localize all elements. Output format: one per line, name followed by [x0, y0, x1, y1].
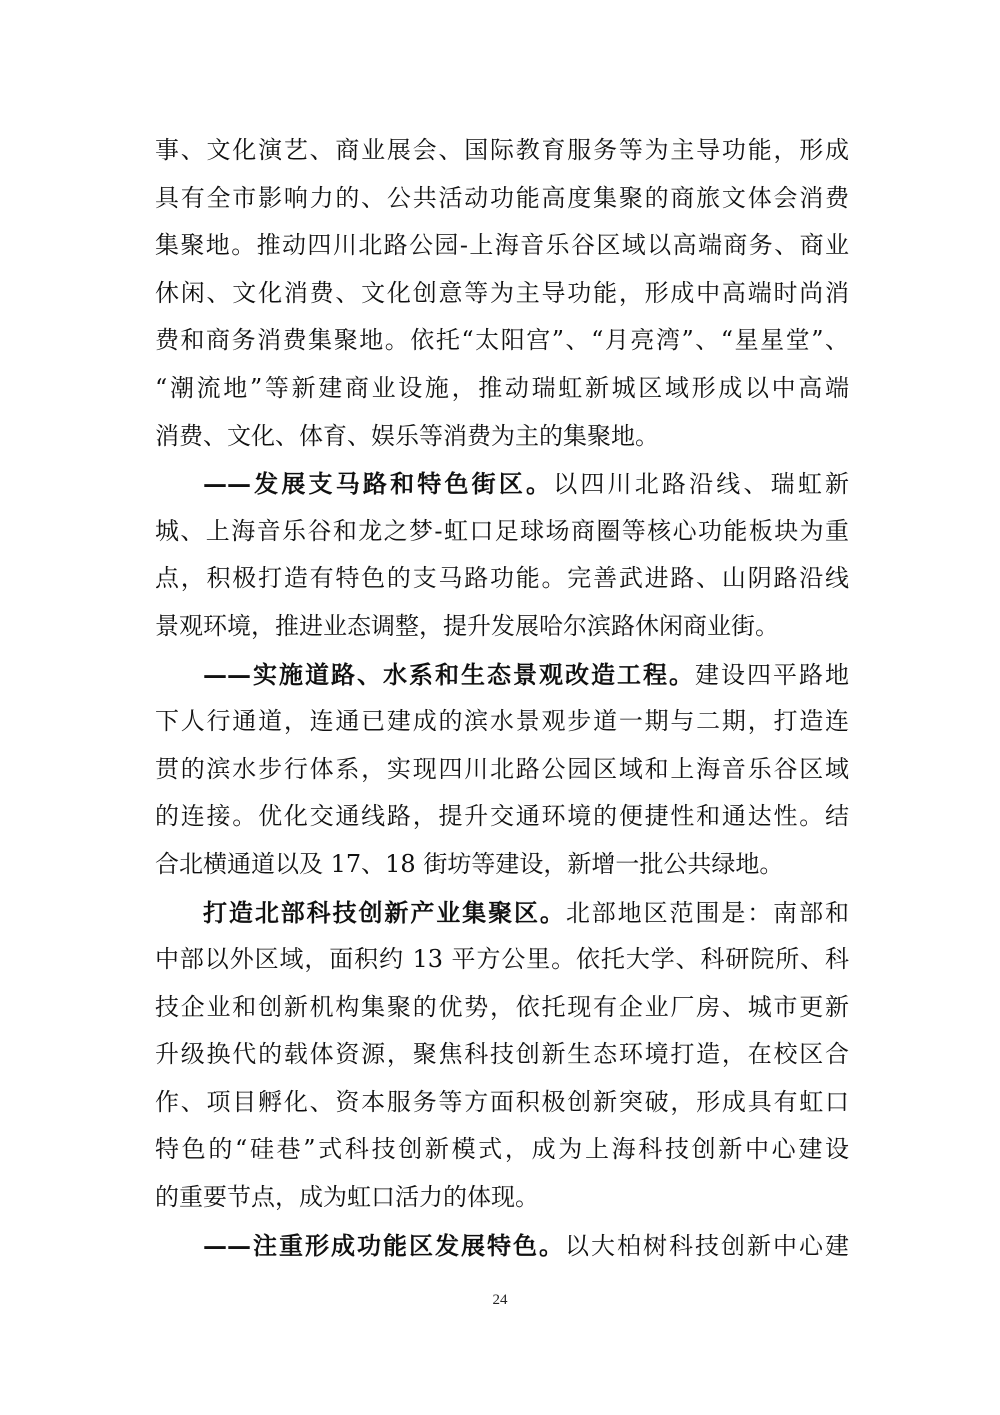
text-line: [155, 984, 849, 1032]
text-line: [155, 175, 849, 223]
text-line: [155, 651, 849, 699]
text-line: [155, 1126, 849, 1174]
bold-heading-run: ——注重形成功能区发展特色。: [203, 1230, 565, 1260]
text-run: 贯的滨水步行体系，实现四川北路公园区域和上海音乐谷区域: [155, 754, 849, 783]
text-run: 以大柏树科技创新中心建: [565, 1231, 849, 1260]
text-line: [155, 793, 849, 841]
text-line: [155, 889, 849, 937]
text-line: [155, 1174, 849, 1222]
paragraph: [155, 651, 849, 889]
text-run: 的连接。优化交通线路，提升交通环境的便捷性和通达性。结: [155, 802, 849, 831]
text-line: [155, 460, 849, 508]
text-run: 的重要节点，成为虹口活力的体现。: [155, 1183, 539, 1212]
text-run: 具有全市影响力的、公共活动功能高度集聚的商旅文体会消费: [155, 183, 849, 212]
text-run: 点，积极打造有特色的支马路功能。完善武进路、山阴路沿线: [155, 564, 849, 593]
text-run: “潮流地”等新建商业设施，推动瑞虹新城区域形成以中高端: [155, 373, 849, 402]
document-body: [155, 127, 849, 1269]
text-run: 特色的“硅巷”式科技创新模式，成为上海科技创新中心建设: [155, 1135, 849, 1164]
text-run: 景观环境，推进业态调整，提升发展哈尔滨路休闲商业街。: [155, 611, 779, 640]
text-run: 北部地区范围是：南部和: [565, 898, 850, 927]
text-run: 城、上海音乐谷和龙之梦-虹口足球场商圈等核心功能板块为重: [155, 516, 849, 545]
text-line: [155, 698, 849, 746]
text-line: [155, 555, 849, 603]
text-run: 中部以外区域，面积约 13 平方公里。依托大学、科研院所、科: [155, 945, 849, 974]
text-run: 建设四平路地: [695, 660, 849, 689]
text-run: 费和商务消费集聚地。依托“太阳宫”、“月亮湾”、“星星堂”、: [155, 326, 849, 355]
text-run: 休闲、文化消费、文化创意等为主导功能，形成中高端时尚消: [155, 278, 849, 307]
text-line: [155, 270, 849, 318]
bold-heading-run: ——发展支马路和特色街区。: [203, 469, 554, 499]
page-number: 24: [492, 1292, 508, 1308]
text-run: 合北横通道以及 17、18 街坊等建设，新增一批公共绿地。: [155, 849, 784, 878]
text-line: [155, 317, 849, 365]
text-run: 以四川北路沿线、瑞虹新: [553, 470, 850, 499]
text-line: [155, 413, 849, 461]
text-line: [155, 222, 849, 270]
text-line: [155, 746, 849, 794]
paragraph: [155, 460, 849, 650]
text-run: 技企业和创新机构集聚的优势，依托现有企业厂房、城市更新: [155, 992, 849, 1021]
paragraph: [155, 889, 849, 1222]
text-run: 升级换代的载体资源，聚焦科技创新生态环境打造，在校区合: [155, 1040, 849, 1069]
text-run: 下人行通道，连通已建成的滨水景观步道一期与二期，打造连: [155, 707, 849, 736]
text-run: 事、文化演艺、商业展会、国际教育服务等为主导功能，形成: [155, 136, 849, 164]
paragraph: [155, 127, 849, 460]
bold-heading-run: 打造北部科技创新产业集聚区。: [203, 897, 566, 927]
text-run: 作、项目孵化、资本服务等方面积极创新突破，形成具有虹口: [155, 1087, 849, 1116]
text-line: [155, 1079, 849, 1127]
text-line: [155, 603, 849, 651]
text-line: [155, 841, 849, 889]
text-run: 消费、文化、体育、娱乐等消费为主的集聚地。: [155, 421, 659, 450]
text-line: [155, 1031, 849, 1079]
text-run: 集聚地。推动四川北路公园-上海音乐谷区域以高端商务、商业: [155, 231, 849, 260]
paragraph: [155, 1222, 849, 1270]
text-line: [155, 508, 849, 556]
text-line: [155, 365, 849, 413]
text-line: [155, 936, 849, 984]
text-line: [155, 1222, 849, 1270]
text-line: [155, 127, 849, 175]
bold-heading-run: ——实施道路、水系和生态景观改造工程。: [203, 659, 695, 689]
